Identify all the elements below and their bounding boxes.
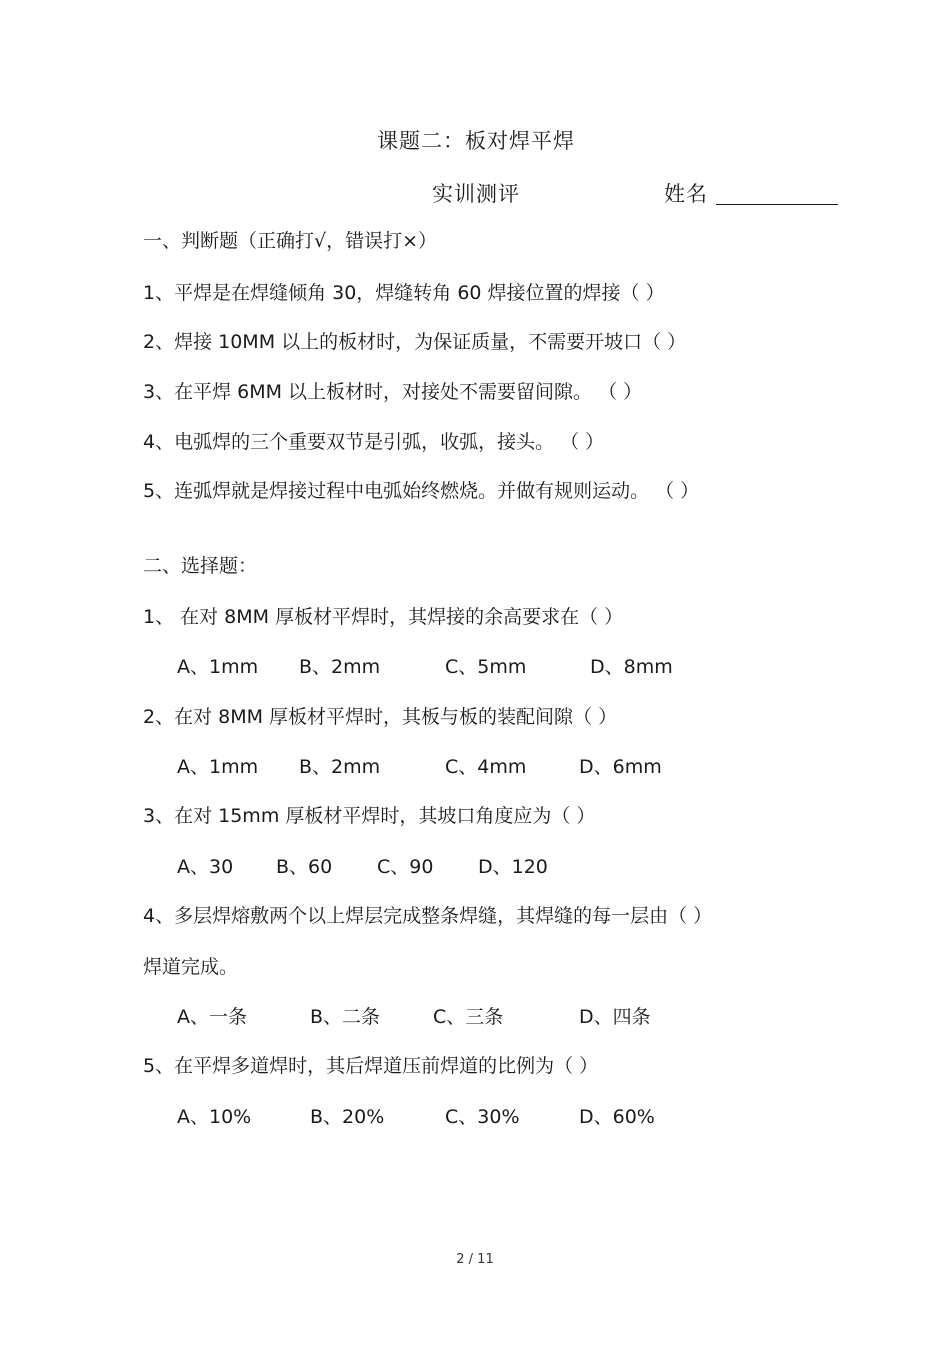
mc-question-3: 3、在对 15mm 厚板材平焊时，其坡口角度应为（ ） xyxy=(143,805,596,827)
mc-question-1: 1、 在对 8MM 厚板材平焊时，其焊接的余高要求在（ ） xyxy=(143,606,624,628)
section-heading-true-false: 一、判断题（正确打√，错误打×） xyxy=(143,230,438,252)
mc3-option-c: C、90 xyxy=(377,856,434,878)
mc2-option-a: A、1mm xyxy=(177,756,259,778)
subtitle: 实训测评 xyxy=(432,182,520,206)
mc1-option-d: D、8mm xyxy=(590,656,673,678)
mc5-option-b: B、20% xyxy=(310,1106,385,1128)
mc5-option-d: D、60% xyxy=(579,1106,655,1128)
mc-question-5: 5、在平焊多道焊时，其后焊道压前焊道的比例为（ ） xyxy=(143,1055,599,1077)
tf-question-2: 2、焊接 10MM 以上的板材时，为保证质量，不需要开坡口（ ） xyxy=(143,331,687,353)
page-title: 课题二：板对焊平焊 xyxy=(377,129,575,153)
tf-question-5: 5、连弧焊就是焊接过程中电弧始终燃烧。并做有规则运动。 （ ） xyxy=(143,480,700,502)
mc-question-4-continued: 焊道完成。 xyxy=(143,956,239,978)
mc1-option-b: B、2mm xyxy=(299,656,381,678)
mc1-option-a: A、1mm xyxy=(177,656,259,678)
mc4-option-b: B、二条 xyxy=(310,1006,381,1028)
tf-question-4: 4、电弧焊的三个重要双节是引弧，收弧，接头。 （ ） xyxy=(143,431,605,453)
mc-question-4: 4、多层焊熔敷两个以上焊层完成整条焊缝，其焊缝的每一层由（ ） xyxy=(143,905,713,927)
mc2-option-c: C、4mm xyxy=(445,756,527,778)
mc4-option-a: A、一条 xyxy=(177,1006,247,1028)
mc4-option-c: C、三条 xyxy=(433,1006,504,1028)
name-blank-line xyxy=(716,204,838,205)
mc2-option-d: D、6mm xyxy=(579,756,662,778)
mc4-option-d: D、四条 xyxy=(579,1006,651,1028)
mc5-option-a: A、10% xyxy=(177,1106,252,1128)
tf-question-3: 3、在平焊 6MM 以上板材时，对接处不需要留间隙。 （ ） xyxy=(143,381,643,403)
mc-question-2: 2、在对 8MM 厚板材平焊时，其板与板的装配间隙（ ） xyxy=(143,706,618,728)
page-number: 2 / 11 xyxy=(456,1252,494,1267)
tf-question-1: 1、平焊是在焊缝倾角 30，焊缝转角 60 焊接位置的焊接（ ） xyxy=(143,282,665,304)
mc3-option-a: A、30 xyxy=(177,856,234,878)
mc3-option-d: D、120 xyxy=(478,856,548,878)
section-heading-multiple-choice: 二、选择题： xyxy=(143,555,258,577)
mc5-option-c: C、30% xyxy=(445,1106,520,1128)
name-label: 姓名 xyxy=(664,182,708,206)
mc1-option-c: C、5mm xyxy=(445,656,527,678)
mc3-option-b: B、60 xyxy=(276,856,333,878)
mc2-option-b: B、2mm xyxy=(299,756,381,778)
